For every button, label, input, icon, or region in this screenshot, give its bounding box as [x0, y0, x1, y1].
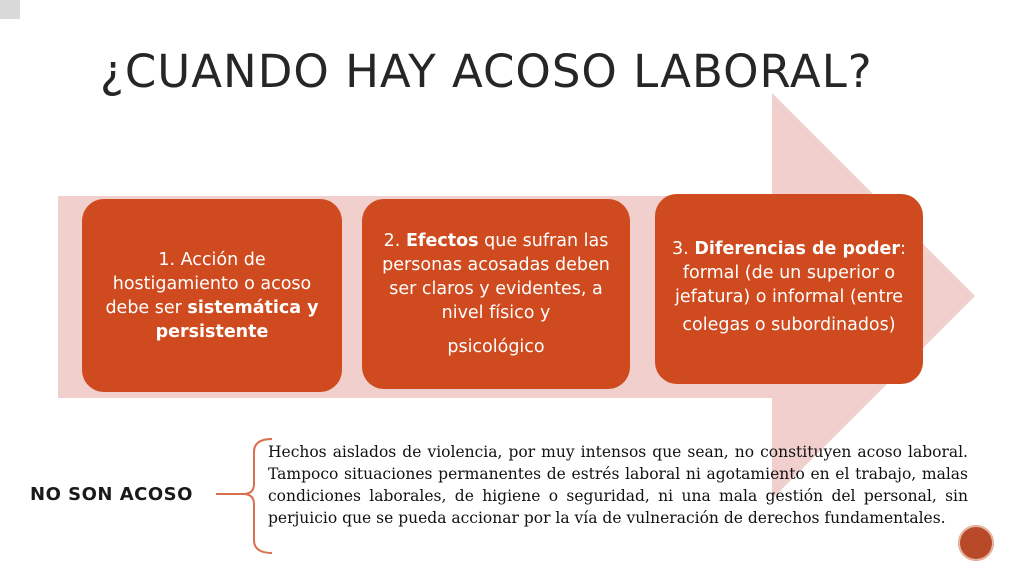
step-1-text: 1. Acción de hostigamiento o acoso debe ser sistemática y persistente: [105, 249, 319, 342]
step-2-text: 2. Efectos que sufran las personas acosadas deben ser claros y evidentes, a nivel físico y: [382, 231, 610, 323]
page-title: ¿CUANDO HAY ACOSO LABORAL?: [100, 45, 873, 98]
step-1-bold: sistemática y persistente: [155, 297, 319, 342]
no-acoso-paragraph: Hechos aislados de violencia, por muy intensos que sean, no constituyen acoso laboral. Tampoco situaciones permanentes de estrés laboral ni agotamiento en el trabajo, malas condiciones laborales, de higiene o seguridad, ni una mala gestión del personal, sin perjuicio que se pueda accionar por la vía de vulneración de derechos fundamentales.: [268, 443, 968, 527]
step-3-text: 3. Diferencias de poder: formal (de un superior o jefatura) o informal (entre: [672, 239, 906, 307]
step-2-bold: Efectos: [405, 231, 479, 251]
step-3-bold: Diferencias de poder: [694, 239, 901, 259]
corner-circle-icon: [958, 525, 994, 561]
step-3-text-after: colegas o subordinados): [682, 315, 896, 335]
no-son-acoso-label: NO SON ACOSO: [30, 484, 193, 505]
step-2-text-after: psicológico: [447, 337, 545, 357]
